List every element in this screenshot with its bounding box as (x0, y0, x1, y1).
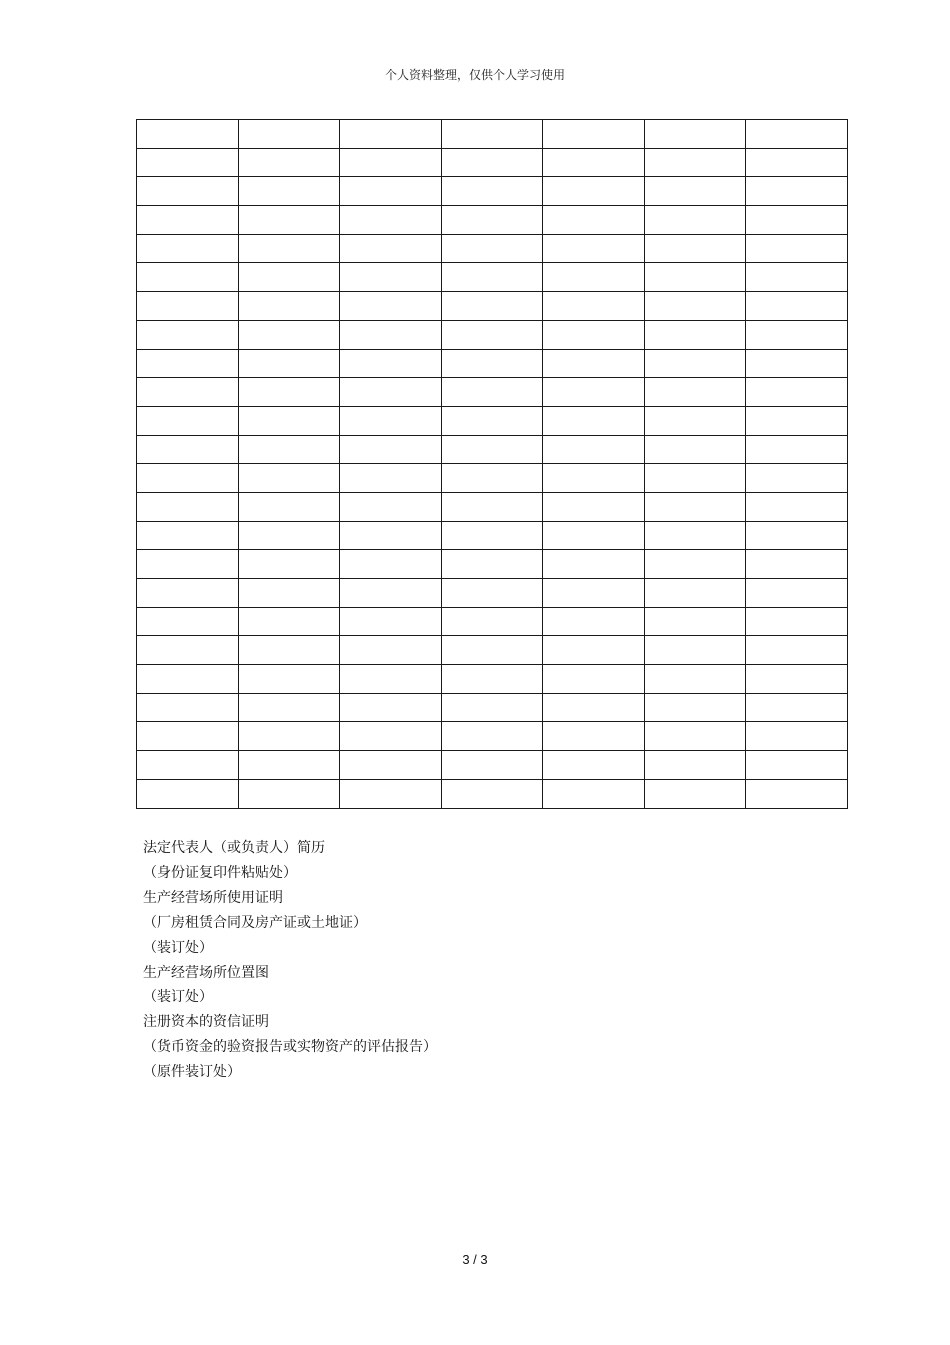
table-cell (644, 579, 746, 608)
table-cell (644, 751, 746, 780)
table-cell (543, 492, 645, 521)
table-cell (340, 435, 442, 464)
table-cell (238, 751, 340, 780)
table-cell (543, 148, 645, 177)
table-cell (340, 779, 442, 808)
table-cell (137, 492, 239, 521)
table-cell (137, 665, 239, 694)
table-cell (644, 464, 746, 493)
table-cell (441, 349, 543, 378)
table-cell (137, 263, 239, 292)
table-cell (644, 779, 746, 808)
table-cell (746, 378, 848, 407)
table-row (137, 665, 848, 694)
table-cell (746, 751, 848, 780)
table-cell (644, 693, 746, 722)
table-cell (238, 263, 340, 292)
table-row (137, 550, 848, 579)
table-cell (746, 521, 848, 550)
table-cell (137, 120, 239, 149)
table-cell (746, 779, 848, 808)
table-cell (340, 206, 442, 235)
table-cell (644, 492, 746, 521)
table-cell (441, 751, 543, 780)
table-cell (543, 234, 645, 263)
table-cell (441, 234, 543, 263)
table-cell (340, 665, 442, 694)
table-cell (543, 665, 645, 694)
page-number: 3 / 3 (462, 1252, 488, 1267)
table-cell (340, 406, 442, 435)
table-cell (340, 378, 442, 407)
table-row (137, 320, 848, 349)
table-cell (238, 607, 340, 636)
table-cell (238, 120, 340, 149)
table-cell (137, 464, 239, 493)
table-cell (137, 693, 239, 722)
table-cell (340, 722, 442, 751)
table-cell (543, 349, 645, 378)
table-row (137, 607, 848, 636)
table-cell (238, 234, 340, 263)
table-cell (644, 435, 746, 464)
table-cell (137, 607, 239, 636)
table-cell (137, 751, 239, 780)
note-premises-usage-proof: 生产经营场所使用证明 (143, 889, 283, 906)
table-cell (340, 636, 442, 665)
note-binding-place-2: （装订处） (143, 989, 213, 1006)
table-cell (441, 492, 543, 521)
table-row (137, 435, 848, 464)
table-cell (441, 779, 543, 808)
table-cell (441, 521, 543, 550)
table-cell (441, 607, 543, 636)
table-cell (340, 492, 442, 521)
table-cell (340, 550, 442, 579)
table-cell (340, 693, 442, 722)
table-cell (340, 234, 442, 263)
table-cell (238, 349, 340, 378)
table-cell (644, 636, 746, 665)
table-cell (137, 177, 239, 206)
table-cell (238, 177, 340, 206)
table-cell (340, 607, 442, 636)
table-cell (137, 722, 239, 751)
table-cell (340, 521, 442, 550)
table-cell (746, 263, 848, 292)
table-cell (543, 550, 645, 579)
table-cell (746, 120, 848, 149)
table-cell (441, 579, 543, 608)
table-cell (238, 406, 340, 435)
table-cell (746, 579, 848, 608)
table-cell (644, 722, 746, 751)
table-cell (543, 320, 645, 349)
table-cell (137, 579, 239, 608)
table-cell (746, 406, 848, 435)
table-cell (137, 148, 239, 177)
table-cell (644, 349, 746, 378)
table-cell (543, 263, 645, 292)
table-cell (746, 234, 848, 263)
table-cell (543, 177, 645, 206)
table-cell (644, 148, 746, 177)
table-cell (441, 206, 543, 235)
blank-form-table (136, 119, 848, 809)
table-cell (238, 521, 340, 550)
table-cell (543, 693, 645, 722)
note-capital-verification-report: （货币资金的验资报告或实物资产的评估报告） (143, 1039, 437, 1056)
table-cell (137, 779, 239, 808)
table-cell (543, 607, 645, 636)
table-cell (746, 693, 848, 722)
table-cell (441, 292, 543, 321)
table-row (137, 693, 848, 722)
table-cell (543, 722, 645, 751)
table-cell (644, 120, 746, 149)
table-cell (340, 349, 442, 378)
table-cell (543, 378, 645, 407)
table-cell (644, 263, 746, 292)
table-cell (238, 636, 340, 665)
table-cell (746, 550, 848, 579)
table-cell (746, 665, 848, 694)
table-cell (238, 550, 340, 579)
table-cell (137, 206, 239, 235)
table-row (137, 177, 848, 206)
table-cell (543, 120, 645, 149)
table-cell (644, 550, 746, 579)
table-cell (137, 349, 239, 378)
table-cell (543, 406, 645, 435)
table-cell (644, 607, 746, 636)
table-cell (644, 378, 746, 407)
table-cell (340, 579, 442, 608)
table-cell (644, 521, 746, 550)
table-cell (238, 779, 340, 808)
table-cell (340, 263, 442, 292)
table-cell (238, 464, 340, 493)
table-cell (644, 665, 746, 694)
table-cell (746, 492, 848, 521)
table-row (137, 492, 848, 521)
table-cell (137, 292, 239, 321)
table-cell (746, 206, 848, 235)
table-row (137, 206, 848, 235)
table-row (137, 148, 848, 177)
table-cell (137, 320, 239, 349)
table-row (137, 263, 848, 292)
table-cell (543, 292, 645, 321)
table-cell (238, 320, 340, 349)
attachment-notes (143, 836, 843, 1085)
table-cell (644, 292, 746, 321)
table-cell (340, 148, 442, 177)
table-cell (543, 435, 645, 464)
table-cell (746, 464, 848, 493)
table-cell (441, 406, 543, 435)
table-row (137, 349, 848, 378)
table-cell (137, 406, 239, 435)
table-cell (543, 751, 645, 780)
table-row (137, 464, 848, 493)
table-cell (137, 435, 239, 464)
page-header: 个人资料整理，仅供个人学习使用 (384, 68, 565, 82)
table-cell (137, 550, 239, 579)
table-cell (441, 464, 543, 493)
table-cell (340, 751, 442, 780)
table-cell (543, 779, 645, 808)
table-row (137, 378, 848, 407)
table-cell (238, 492, 340, 521)
table-cell (746, 292, 848, 321)
table-row (137, 234, 848, 263)
table-row (137, 521, 848, 550)
table-row (137, 636, 848, 665)
table-cell (238, 292, 340, 321)
table-cell (441, 320, 543, 349)
table-row (137, 722, 848, 751)
table-cell (238, 579, 340, 608)
table-cell (543, 636, 645, 665)
table-cell (137, 234, 239, 263)
table-cell (340, 292, 442, 321)
table-cell (340, 177, 442, 206)
table-cell (746, 435, 848, 464)
table-row (137, 579, 848, 608)
table-cell (746, 722, 848, 751)
table-cell (441, 722, 543, 751)
note-legal-rep-resume: 法定代表人（或负责人）简历 (143, 840, 325, 856)
table-cell (238, 665, 340, 694)
table-cell (644, 206, 746, 235)
note-original-binding-place: （原件装订处） (143, 1064, 241, 1081)
table-cell (238, 206, 340, 235)
table-cell (746, 320, 848, 349)
note-capital-credit-proof: 注册资本的资信证明 (143, 1014, 269, 1031)
table-cell (238, 378, 340, 407)
table-cell (340, 464, 442, 493)
table-cell (441, 550, 543, 579)
table-cell (543, 579, 645, 608)
table-cell (543, 464, 645, 493)
table-cell (746, 636, 848, 665)
table-cell (137, 378, 239, 407)
table-cell (746, 148, 848, 177)
table-cell (238, 435, 340, 464)
table-cell (137, 521, 239, 550)
table-cell (441, 693, 543, 722)
note-binding-place-1: （装订处） (143, 939, 213, 956)
table-cell (441, 148, 543, 177)
table-cell (644, 320, 746, 349)
table-cell (441, 177, 543, 206)
table-row (137, 406, 848, 435)
table-row (137, 120, 848, 149)
table-cell (441, 120, 543, 149)
table-cell (340, 120, 442, 149)
table-cell (746, 607, 848, 636)
table-cell (543, 206, 645, 235)
note-lease-property-cert: （厂房租赁合同及房产证或土地证） (143, 914, 367, 931)
note-premises-location-map: 生产经营场所位置图 (143, 964, 269, 981)
table-cell (644, 406, 746, 435)
table-cell (238, 148, 340, 177)
table-row (137, 751, 848, 780)
table-cell (746, 177, 848, 206)
table-body (137, 120, 848, 809)
table-cell (441, 263, 543, 292)
note-id-copy-paste: （身份证复印件粘贴处） (143, 864, 297, 881)
table-cell (238, 693, 340, 722)
table-cell (441, 435, 543, 464)
table-cell (746, 349, 848, 378)
table-cell (543, 521, 645, 550)
table-cell (441, 665, 543, 694)
table-cell (441, 378, 543, 407)
table-row (137, 779, 848, 808)
table-cell (137, 636, 239, 665)
table-cell (644, 234, 746, 263)
table-cell (238, 722, 340, 751)
table-cell (644, 177, 746, 206)
table-cell (441, 636, 543, 665)
table-cell (340, 320, 442, 349)
table-row (137, 292, 848, 321)
